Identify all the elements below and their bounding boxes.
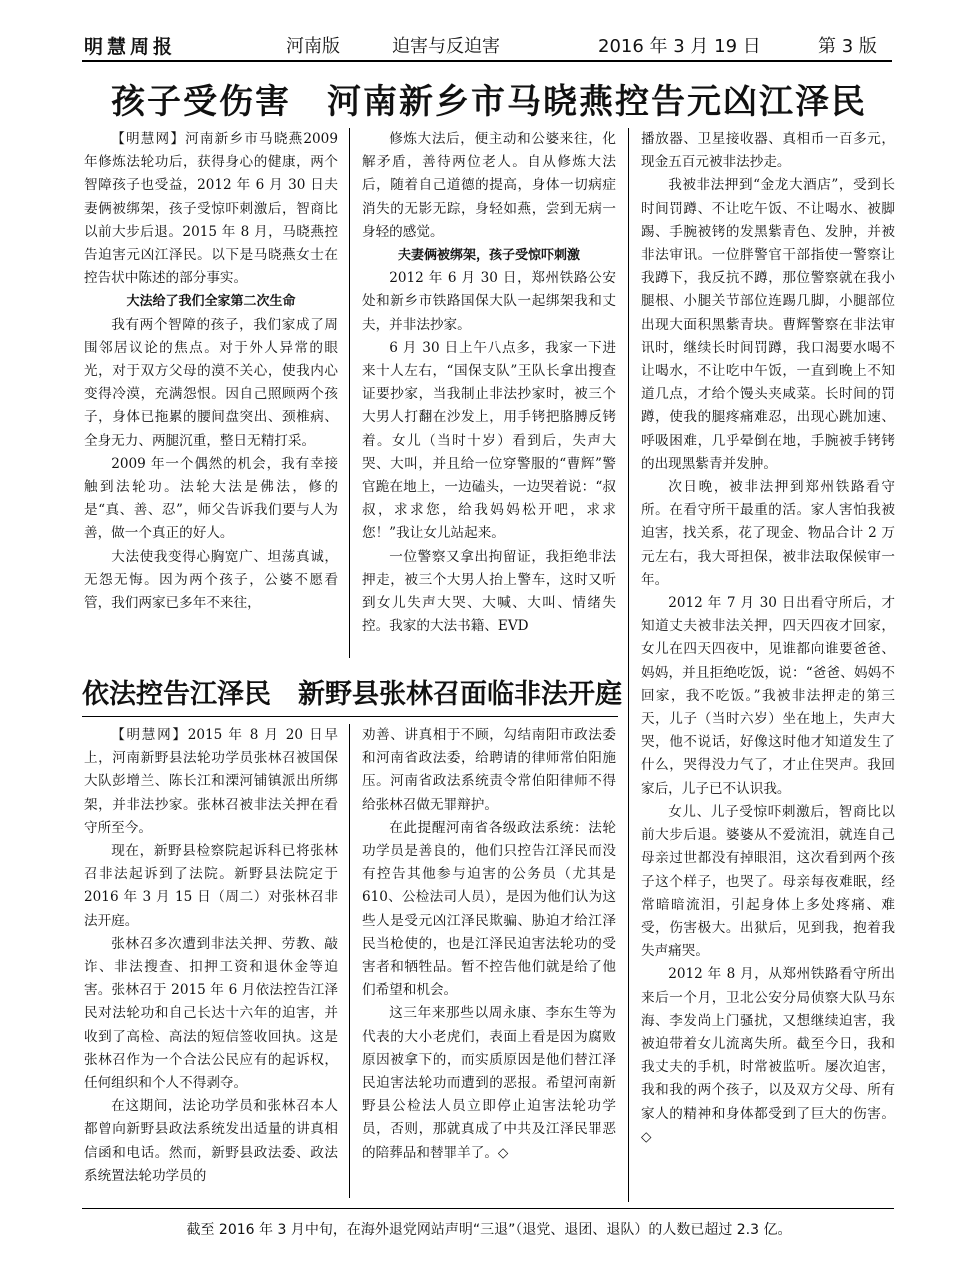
paragraph: 女儿、儿子受惊吓刺激后，智商比以前大步后退。婆婆从不爱流泪，就连自己母亲过世都没有掉眼泪，这次看到两个孩子这个样子，也哭了。母亲每夜难眠，经常暗暗流泪，引起身体上多处疼痛、难受，伤害极大。出狱后，见到我，抱着我失声痛哭。 xyxy=(641,803,895,960)
paragraph: 大法使我变得心胸宽广、坦荡真诚，无怨无悔。因为两个孩子，公婆不愿看管，我们两家已多年不来往， xyxy=(84,548,338,612)
article2-column-2 xyxy=(362,724,616,1202)
paragraph: 【明慧网】2015 年 8 月 20 日早上，河南新野县法轮功学员张林召被国保大队彭增兰、陈长江和溧河铺镇派出所绑架，并非法抄家。张林召被非法关押在看守所至今。 xyxy=(84,727,338,836)
header-rule xyxy=(82,60,892,62)
article1-headline: 孩子受伤害 河南新乡市马晓燕控告元凶江泽民 xyxy=(111,82,867,122)
paragraph: 现在，新野县检察院起诉科已将张林召非法起诉到了法院。新野县法院定于 2016 年 3 月 15 日（周二）对张林召非法开庭。 xyxy=(84,843,338,929)
paragraph: 修炼大法后，便主动和公婆来往，化解矛盾，善待两位老人。自从修炼大法后，随着自己道德的提高，身体一切病症消失的无影无踪，身轻如燕，尝到无病一身轻的感觉。 xyxy=(362,131,616,240)
paragraph: 2009 年一个偶然的机会，我有幸接触到法轮功。法轮大法是佛法，修的是“真、善、忍”，师父告诉我们要与人为善，做一个真正的好人。 xyxy=(84,455,338,542)
footer-rule xyxy=(82,1208,894,1209)
paragraph: 一位警察又拿出拘留证，我拒绝非法押走，被三个大男人抬上警车，这时又听到女儿失声大哭、大喊、大叫、情绪失控。我家的大法书籍、EVD xyxy=(362,548,616,635)
paragraph: 我被非法押到“金龙大酒店”，受到长时间罚蹲、不让吃午饭、不让喝水、被脚踢、手腕被铐的发黑紫青色、发肿，并被非法审讯。一位胖警官干部指使一警察让我蹲下，我反抗不蹲，那位警察就在我小腿根、小腿关节部位连踢几脚，小腿部位出现大面积黑紫青块。曹辉警察在非法审讯时，继续长时间罚蹲，我口渴要水喝不让喝水，不让吃中午饭，一直到晚上不知道几点，才给个馒头夹咸菜。长时间的罚蹲，使我的腿疼痛难忍，出现心跳加速、呼吸困难，几乎晕倒在地，手腕被手铐铐的出现黑紫青并发肿。 xyxy=(641,177,895,472)
page-header xyxy=(0,0,978,64)
paragraph: 在此提醒河南省各级政法系统：法轮功学员是善良的，他们只控告江泽民而没有控告其他参与迫害的公务员（尤其是 610、公检法司人员），是因为他们认为这些人是受元凶江泽民欺骗、胁迫才给江泽民当枪使的，也是江泽民迫害法轮功的受害者和牺牲品。暂不控告他们就是给了他们希望和机会。 xyxy=(362,819,616,999)
paragraph: 这三年来那些以周永康、李东生等为代表的大小老虎们，表面上看是因为腐败原因被拿下的，而实质原因是他们替江泽民迫害法轮功而遭到的恶报。希望河南新野县公检法人员立即停止迫害法轮功学员，否则，那就真成了中共及江泽民罪恶的陪葬品和替罪羊了。◇ xyxy=(362,1005,616,1161)
paragraph: 6 月 30 日上午八点多，我家一下进来十人左右，“国保支队”王队长拿出搜查证要抄家，当我制止非法抄家时，被三个大男人打翻在沙发上，用手铐把胳膊反铐着。女儿（当时十岁）看到后，失声大哭、大叫，并且给一位穿警服的“曹辉”警官跪在地上，一边磕头，一边哭着说：“叔叔，求求您，给我妈妈松开吧，求求您！”我让女儿站起来。 xyxy=(362,339,616,542)
paragraph: 2012 年 6 月 30 日，郑州铁路公安处和新乡市铁路国保大队一起绑架我和丈夫，并非法抄家。 xyxy=(362,270,616,333)
paragraph: 在这期间，法论功学员和张林召本人都曾向新野县政法系统发出适量的讲真相信函和电话。然而，新野县政法委、政法系统置法轮功学员的 xyxy=(84,1098,338,1184)
article2-headline: 依法控告江泽民 新野县张林召面临非法开庭 xyxy=(82,679,622,710)
article1-column-2 xyxy=(362,128,616,664)
subheading: 夫妻俩被绑架，孩子受惊吓刺激 xyxy=(397,248,580,264)
paragraph: 张林召多次遭到非法关押、劳教、敲诈、非法搜查、扣押工资和退休金等迫害。张林召于 2015 年 6 月依法控告江泽民对法轮功和自己长达十六年的迫害，并收到了高检、高法的短信签收回执。这是张林召作为一个合法公民应有的起诉权，任何组织和个人不得剥夺。 xyxy=(84,935,338,1092)
column-divider xyxy=(628,128,629,1202)
paragraph: 2012 年 7 月 30 日出看守所后，才知道丈夫被非法关押，四天四夜才回家，女儿在四天四夜中，见谁都向谁要爸爸、妈妈，并且拒绝吃饭，说：“爸爸、妈妈不回家，我不吃饭。”我被非法押走的第三天，儿子（当时六岁）坐在地上，失声大哭，他不说话，好像这时他才知道发生了什么，哭得没力气了，才止住哭声。我回家后，儿子已不认识我。 xyxy=(641,595,895,797)
section-label: 迫害与反迫害 xyxy=(392,36,500,57)
article2-column-1 xyxy=(84,724,338,1202)
article1-column-3 xyxy=(641,128,895,1200)
paragraph: 次日晚，被非法押到郑州铁路看守所。在看守所干最重的活。家人害怕我被迫害，找关系，花了现金、物品合计 2 万元左右，我大哥担保，被非法取保候审一年。 xyxy=(641,479,895,588)
page-number: 第 3 版 xyxy=(818,36,877,57)
paragraph: 【明慧网】河南新乡市马晓燕2009 年修炼法轮功后，获得身心的健康，两个智障孩子也受益，2012 年 6 月 30 日夫妻俩被绑架，孩子受惊吓刺激后，智商比以前大步后退。2015 年 8 月，马晓燕控告迫害元凶江泽民。以下是马晓燕女士在控告状中陈述的部分事实。 xyxy=(84,131,338,287)
column-divider xyxy=(349,128,350,658)
edition-label: 河南版 xyxy=(286,36,340,57)
paragraph: 2012 年 8 月，从郑州铁路看守所出来后一个月，卫北公安分局侦察大队马东海、李发尚上门骚扰，又想继续迫害，我被迫带着女儿流离失所。截至今日，我和我丈夫的手机，时常被监听。屡次迫害，我和我的两个孩子，以及双方父母、所有家人的精神和身体都受到了巨大的伤害。◇ xyxy=(641,966,895,1145)
paragraph: 劝善、讲真相于不顾，勾结南阳市政法委和河南省政法委，给聘请的律师常伯阳施压。河南省政法系统责令常伯阳律师不得给张林召做无罪辩护。 xyxy=(362,727,616,813)
article1-column-1 xyxy=(84,128,338,664)
footer-notice: 截至 2016 年 3 月中旬，在海外退党网站声明“三退”（退党、退团、退队）的人数已超过 2.3 亿。 xyxy=(186,1222,792,1238)
paragraph: 我有两个智障的孩子，我们家成了周围邻居议论的焦点。对于外人异常的眼光，对于双方父母的漠不关心，使我内心变得冷漠，充满怨恨。因自己照顾两个孩子，身体已拖累的腰间盘突出、颈椎病、全身无力、两腿沉重，整日无精打采。 xyxy=(84,316,338,449)
column-divider xyxy=(349,724,350,1198)
article2-rule xyxy=(82,716,618,717)
newspaper-name: 明慧周报 xyxy=(84,36,177,58)
subheading: 大法给了我们全家第二次生命 xyxy=(126,294,296,310)
paragraph: 播放器、卫星接收器、真相币一百多元，现金五百元被非法抄走。 xyxy=(641,131,895,171)
issue-date: 2016 年 3 月 19 日 xyxy=(598,36,761,57)
